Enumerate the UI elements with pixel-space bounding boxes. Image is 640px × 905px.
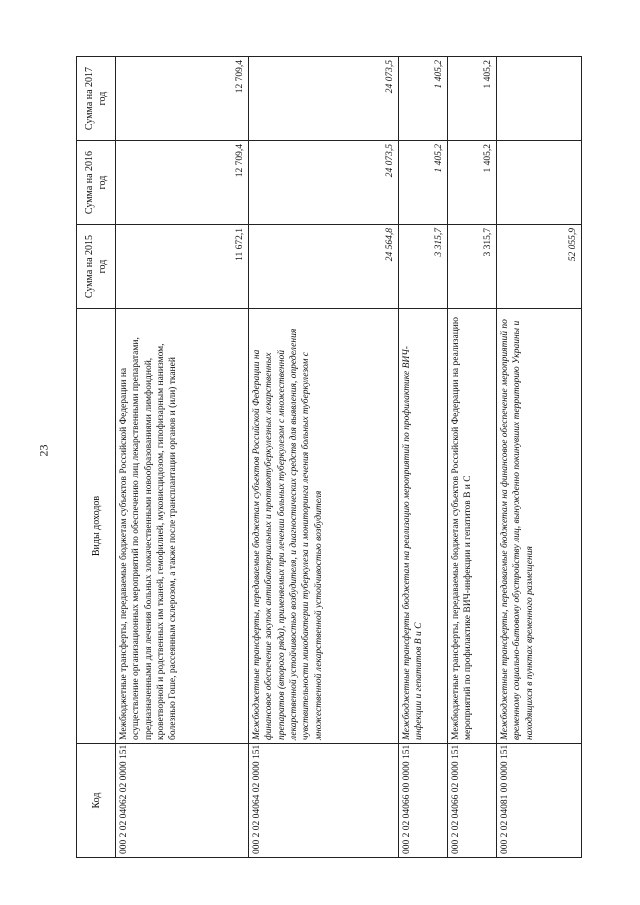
row-amount-2016: 12 709,4 xyxy=(116,141,249,225)
header-code: Код xyxy=(77,744,116,858)
row-description: Межбюджетные трансферты, передаваемые бюджетам на финансовое обеспечение мероприятий по временному социально-бытовому обустройству лиц, вынужденно покинувших территорию Украины и находящихся в пунктах временного размещения xyxy=(497,309,582,744)
table-header-row xyxy=(77,57,116,858)
row-amount-2017 xyxy=(497,57,582,141)
row-description: Межбюджетные трансферты бюджетам на реализацию мероприятий по профилактике ВИЧ-инфекции и гепатитов B и C xyxy=(399,309,448,744)
row-amount-2017: 24 073,5 xyxy=(249,57,399,141)
header-amount-2015: Сумма на 2015 год xyxy=(77,225,116,309)
row-amount-2016: 24 073,5 xyxy=(249,141,399,225)
table-row xyxy=(399,57,448,858)
rotated-table-frame xyxy=(76,57,610,858)
row-amount-2017: 12 709,4 xyxy=(116,57,249,141)
row-description: Межбюджетные трансферты, передаваемые бюджетам субъектов Российской Федерации на осуществление организационных мероприятий по обеспечению лиц лекарственными препаратами, предназначенными для лечения больных злокачественными новообразованиями лимфоидной, кроветворной и родственных им тканей, гемофилией, муковисцидозом, гипофизарным нанизмом, болезнью Гоше, рассеянным склерозом, а также после трансплантации органов и (или) тканей xyxy=(116,309,249,744)
row-amount-2017: 1 405,2 xyxy=(448,57,497,141)
page-number: 23 xyxy=(36,444,51,457)
table-row xyxy=(497,57,582,858)
table-row xyxy=(116,57,249,858)
row-amount-2016: 1 405,2 xyxy=(399,141,448,225)
row-code: 000 2 02 04081 00 0000 151 xyxy=(497,744,582,858)
row-description: Межбюджетные трансферты, передаваемые бюджетам субъектов Российской Федерации на финансовое обеспечение закупок антибактериальных и противотуберкулезных лекарственных препаратов (второго ряда), применяемых при лечении больных туберкулезом с множественной лекарственной устойчивостью возбудителя, и диагностических средств для выявления, определения чувствительности микобактерии туберкулеза и мониторинга лечения больных туберкулезом с множественной лекарственной устойчивостью возбудителя xyxy=(249,309,399,744)
revenue-table-container xyxy=(76,57,610,858)
row-code: 000 2 02 04066 00 0000 151 xyxy=(399,744,448,858)
row-amount-2015: 52 055,9 xyxy=(497,225,582,309)
row-code: 000 2 02 04066 02 0000 151 xyxy=(448,744,497,858)
row-amount-2015: 3 315,7 xyxy=(448,225,497,309)
row-amount-2015: 3 315,7 xyxy=(399,225,448,309)
header-revenue-type: Виды доходов xyxy=(77,309,116,744)
row-amount-2016 xyxy=(497,141,582,225)
row-amount-2015: 11 672,1 xyxy=(116,225,249,309)
row-amount-2016: 1 405,2 xyxy=(448,141,497,225)
header-amount-2017: Сумма на 2017 год xyxy=(77,57,116,141)
table-row xyxy=(249,57,399,858)
row-code: 000 2 02 04062 02 0000 151 xyxy=(116,744,249,858)
revenue-table xyxy=(76,56,582,858)
row-amount-2017: 1 405,2 xyxy=(399,57,448,141)
header-amount-2016: Сумма на 2016 год xyxy=(77,141,116,225)
row-description: Межбюджетные трансферты, передаваемые бюджетам субъектов Российской Федерации на реализацию мероприятий по профилактике ВИЧ-инфекции и гепатитов B и C xyxy=(448,309,497,744)
row-code: 000 2 02 04064 02 0000 151 xyxy=(249,744,399,858)
table-row xyxy=(448,57,497,858)
row-amount-2015: 24 564,8 xyxy=(249,225,399,309)
